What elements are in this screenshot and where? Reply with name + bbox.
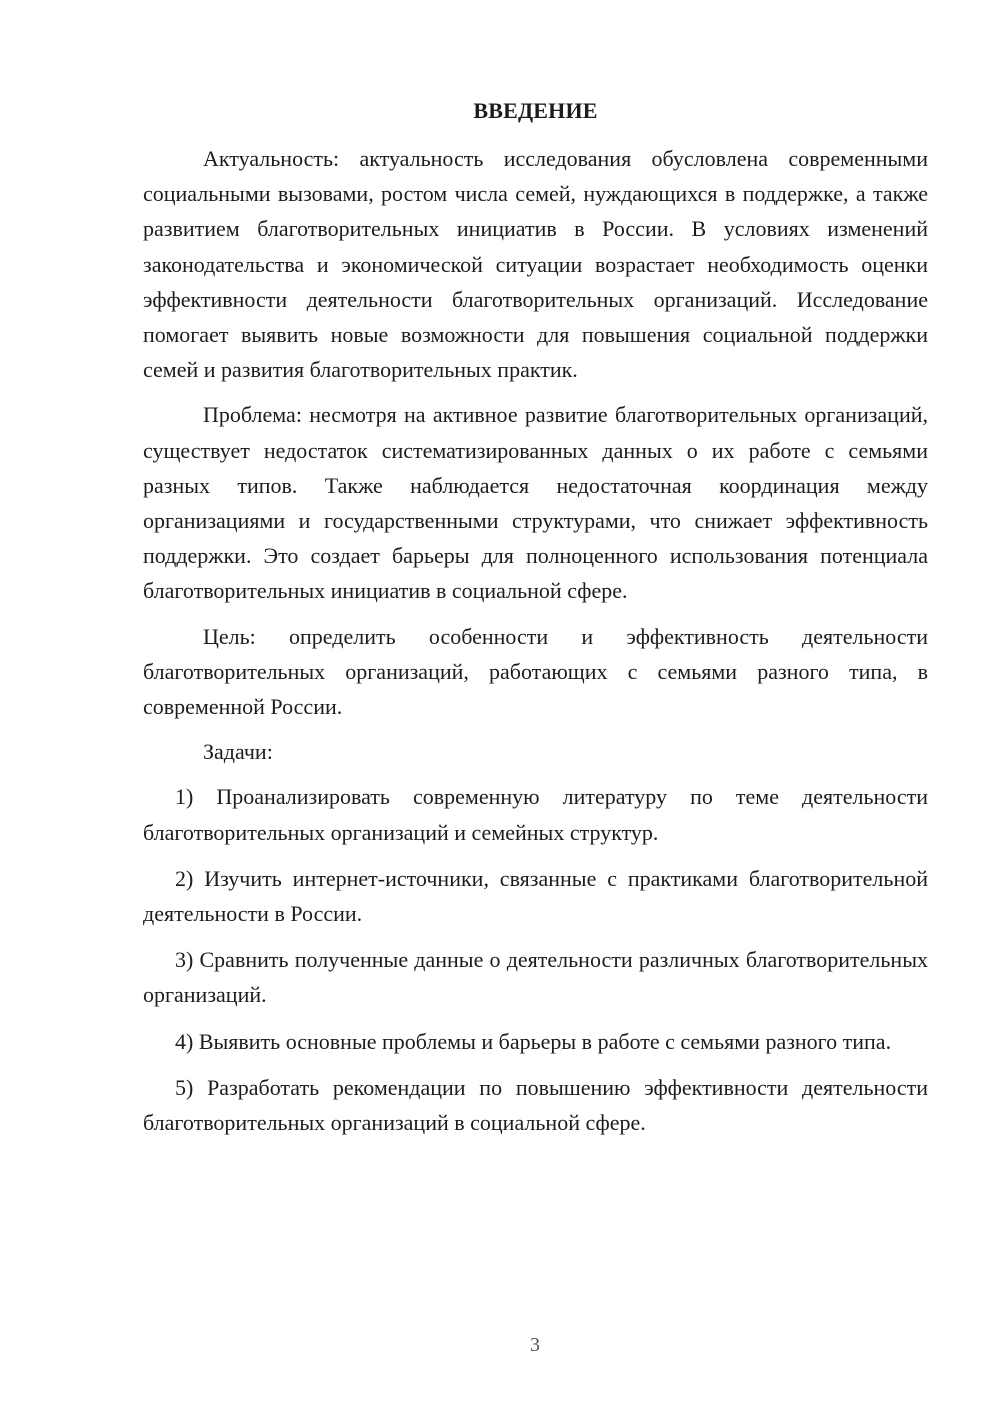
tasks-heading: Задачи: (203, 739, 273, 765)
page-number: 3 (530, 1334, 540, 1356)
task-item: 3) Сравнить полученные данные о деятельности различных благотворительных организаций. (143, 947, 928, 1008)
problem-paragraph: Проблема: несмотря на активное развитие благотворительных организаций, существует недостаток систематизированных данных о их работе с семьями разных типов. Также наблюдается недостаточная координация между организациями и государственными структурами, что снижает эффективность поддержки. Это создает барьеры для полноценного использования потенциала благотворительных инициатив в социальной сфере. (143, 402, 928, 604)
document-body (143, 141, 928, 1140)
task-item: 5) Разработать рекомендации по повышению эффективности деятельности благотворительных организаций в социальной сфере. (143, 1074, 928, 1136)
page-title: ВВЕДЕНИЕ (473, 98, 598, 123)
task-item: 1) Проанализировать современную литературу по теме деятельности благотворительных организаций и семейных структур. (143, 784, 928, 845)
relevance-paragraph: Актуальность: актуальность исследования обусловлена современными социальными вызовами, ростом числа семей, нуждающихся в поддержке, а также развитием благотворительных инициатив в России. В условиях изменений законодательства и экономической ситуации возрастает необходимость оценки эффективности деятельности благотворительных организаций. Исследование помогает выявить новые возможности для повышения социальной поддержки семей и развития благотворительных практик. (143, 146, 928, 383)
task-item: 2) Изучить интернет-источники, связанные с практиками благотворительной деятельности в России. (143, 865, 928, 927)
task-item: 4) Выявить основные проблемы и барьеры в работе с семьями разного типа. (175, 1028, 892, 1054)
goal-paragraph: Цель: определить особенности и эффективность деятельности благотворительных организаций, работающих с семьями разного типа, в современной России. (143, 623, 928, 720)
